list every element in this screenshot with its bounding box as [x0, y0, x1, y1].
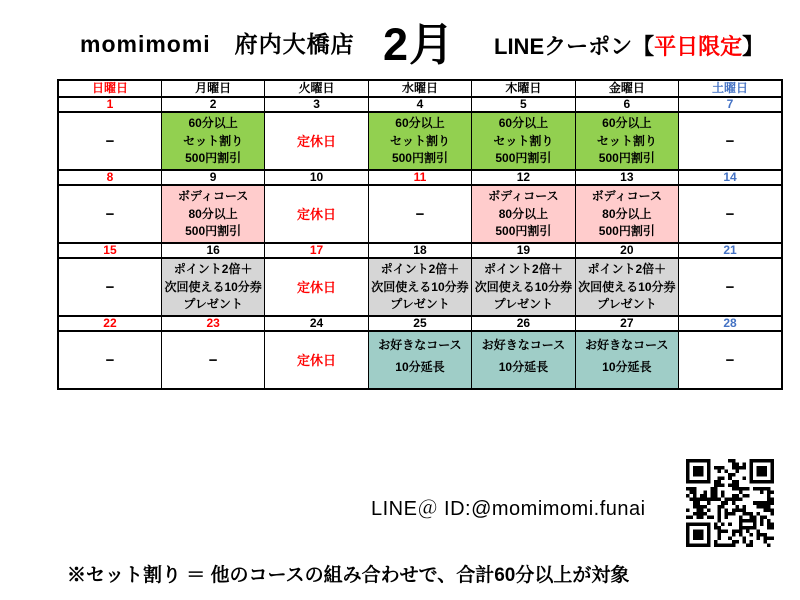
set-discount-note: ※セット割り ＝ 他のコースの組み合わせで、合計60分以上が対象: [67, 565, 630, 586]
cell-text-line: ポイント2倍＋: [380, 262, 460, 277]
no-coupon-cell: [58, 258, 161, 316]
date-2: 2: [161, 97, 264, 112]
week-1-date-row: [58, 97, 782, 112]
cell-text-line: セット割り: [596, 133, 657, 148]
date-4: 4: [368, 97, 471, 112]
cell-text-line: 80分以上: [602, 206, 652, 221]
cell-text-line: 60分以上: [395, 116, 445, 131]
cell-text-line: お好きなコース: [585, 338, 669, 352]
coupon-cell-green: [472, 112, 575, 170]
cell-text-line: ポイント2倍＋: [587, 262, 667, 277]
cell-text-line: 10分延長: [498, 360, 549, 374]
date-28: 28: [679, 316, 782, 331]
line-id-text: LINE＠ ID:@momimomi.funai: [371, 498, 646, 520]
date-17: 17: [265, 243, 368, 258]
cell-text-line: −: [105, 278, 115, 296]
coupon-cell-pink: [472, 185, 575, 243]
date-18: 18: [368, 243, 471, 258]
no-coupon-cell: [679, 331, 782, 389]
cell-text-line: 10分延長: [395, 360, 445, 374]
cell-text-line: セット割り: [389, 133, 450, 148]
coupon-cell-teal: [368, 331, 471, 389]
cell-text-line: セット割り: [493, 133, 554, 148]
no-coupon-cell: [58, 112, 161, 170]
date-1: 1: [58, 97, 161, 112]
cell-text-line: 定休日: [297, 133, 337, 149]
no-coupon-cell: [679, 258, 782, 316]
cell-text-line: セット割り: [183, 133, 244, 148]
cell-text-line: 500円割引: [598, 150, 655, 165]
cell-text-line: 500円割引: [495, 150, 552, 165]
cell-text-line: −: [725, 132, 735, 150]
cell-text-line: プレゼント: [597, 296, 657, 311]
coupon-cell-green: [575, 112, 678, 170]
date-14: 14: [679, 170, 782, 185]
qr-code-icon: [686, 459, 774, 547]
week-4-coupon-row: [58, 331, 782, 389]
date-5: 5: [472, 97, 575, 112]
coupon-cell-pink: [575, 185, 678, 243]
no-coupon-cell: [58, 185, 161, 243]
weekday-header-saturday: 土曜日: [679, 80, 782, 97]
cell-text-line: −: [415, 205, 425, 223]
cell-text-line: お好きなコース: [481, 338, 566, 352]
date-27: 27: [575, 316, 678, 331]
no-coupon-cell: [161, 331, 264, 389]
date-22: 22: [58, 316, 161, 331]
cell-text-line: 次回使える10分券: [578, 279, 676, 294]
week-4-date-row: [58, 316, 782, 331]
coupon-cell-pink: [161, 185, 264, 243]
closed-day-cell: [265, 112, 368, 170]
cell-text-line: −: [208, 351, 218, 369]
date-10: 10: [265, 170, 368, 185]
closed-day-cell: [265, 258, 368, 316]
date-9: 9: [161, 170, 264, 185]
cell-text-line: 次回使える10分券: [371, 279, 469, 294]
month-title: 2月: [383, 19, 456, 70]
weekday-header-thursday: 木曜日: [472, 80, 575, 97]
cell-text-line: プレゼント: [390, 296, 450, 311]
week-3-date-row: [58, 243, 782, 258]
cell-text-line: ポイント2倍＋: [173, 262, 253, 277]
cell-text-line: 80分以上: [498, 206, 549, 221]
date-13: 13: [575, 170, 678, 185]
cell-text-line: −: [725, 205, 735, 223]
coupon-cell-gray: [575, 258, 678, 316]
coupon-title-suffix: 】: [742, 34, 765, 59]
cell-text-line: 定休日: [297, 206, 337, 222]
week-2-coupon-row: [58, 185, 782, 243]
date-12: 12: [472, 170, 575, 185]
cell-text-line: 500円割引: [185, 150, 242, 165]
no-coupon-cell: [368, 185, 471, 243]
cell-text-line: 500円割引: [495, 223, 552, 238]
coupon-cell-green: [368, 112, 471, 170]
no-coupon-cell: [58, 331, 161, 389]
coupon-calendar: [57, 79, 783, 390]
date-3: 3: [265, 97, 368, 112]
week-2-date-row: [58, 170, 782, 185]
cell-text-line: 定休日: [297, 279, 337, 295]
cell-text-line: 60分以上: [602, 116, 652, 131]
cell-text-line: ボディコース: [591, 189, 663, 204]
cell-text-line: ポイント2倍＋: [484, 262, 563, 277]
cell-text-line: −: [105, 132, 115, 150]
coupon-cell-gray: [472, 258, 575, 316]
coupon-title: [494, 30, 764, 61]
cell-text-line: 500円割引: [598, 223, 655, 238]
coupon-title-prefix: LINEクーポン【: [494, 34, 655, 59]
coupon-cell-gray: [368, 258, 471, 316]
calendar-body: [58, 97, 782, 389]
weekday-header-wednesday: 水曜日: [368, 80, 471, 97]
cell-text-line: プレゼント: [183, 296, 243, 311]
coupon-cell-green: [161, 112, 264, 170]
cell-text-line: 10分延長: [602, 360, 652, 374]
closed-day-cell: [265, 185, 368, 243]
store-name: momimomi 府内大橋店: [80, 31, 355, 57]
weekday-header-sunday: 日曜日: [58, 80, 161, 97]
cell-text-line: −: [725, 278, 735, 296]
cell-text-line: プレゼント: [493, 296, 554, 311]
no-coupon-cell: [679, 112, 782, 170]
cell-text-line: −: [725, 351, 735, 369]
date-19: 19: [472, 243, 575, 258]
cell-text-line: 500円割引: [391, 150, 448, 165]
week-1-coupon-row: [58, 112, 782, 170]
date-8: 8: [58, 170, 161, 185]
date-15: 15: [58, 243, 161, 258]
date-23: 23: [161, 316, 264, 331]
date-6: 6: [575, 97, 678, 112]
cell-text-line: −: [105, 351, 115, 369]
weekday-header-row: [58, 80, 782, 97]
cell-text-line: 500円割引: [185, 223, 242, 238]
date-24: 24: [265, 316, 368, 331]
date-20: 20: [575, 243, 678, 258]
cell-text-line: 80分以上: [188, 206, 238, 221]
cell-text-line: ボディコース: [177, 189, 249, 204]
date-16: 16: [161, 243, 264, 258]
weekday-header-monday: 月曜日: [161, 80, 264, 97]
cell-text-line: 次回使える10分券: [164, 279, 262, 294]
date-26: 26: [472, 316, 575, 331]
cell-text-line: 60分以上: [498, 116, 549, 131]
weekday-header-tuesday: 火曜日: [265, 80, 368, 97]
cell-text-line: 60分以上: [188, 116, 238, 131]
no-coupon-cell: [679, 185, 782, 243]
coupon-title-highlight: 平日限定: [654, 34, 743, 59]
date-11: 11: [368, 170, 471, 185]
date-21: 21: [679, 243, 782, 258]
coupon-cell-teal: [472, 331, 575, 389]
cell-text-line: ボディコース: [488, 189, 559, 204]
date-25: 25: [368, 316, 471, 331]
closed-day-cell: [265, 331, 368, 389]
coupon-cell-teal: [575, 331, 678, 389]
date-7: 7: [679, 97, 782, 112]
week-3-coupon-row: [58, 258, 782, 316]
coupon-cell-gray: [161, 258, 264, 316]
cell-text-line: 次回使える10分券: [474, 279, 573, 294]
cell-text-line: −: [105, 205, 115, 223]
cell-text-line: 定休日: [297, 352, 337, 368]
weekday-header-friday: 金曜日: [575, 80, 678, 97]
cell-text-line: お好きなコース: [378, 338, 462, 352]
